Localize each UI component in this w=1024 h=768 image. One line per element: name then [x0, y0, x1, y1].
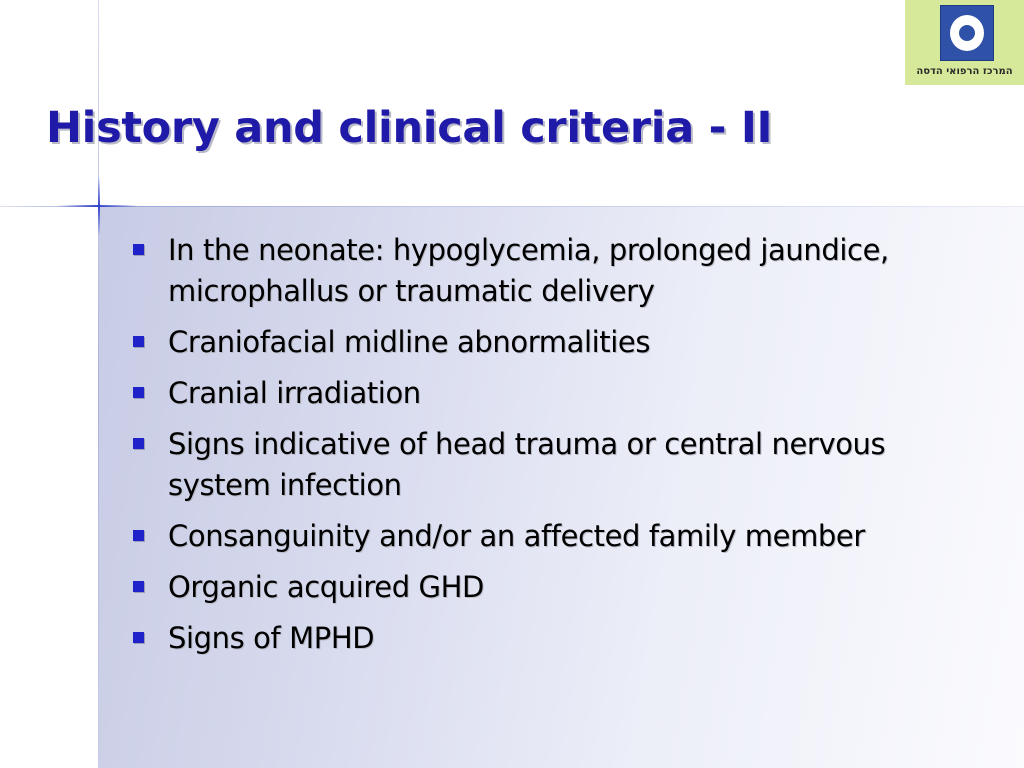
background-left — [0, 207, 98, 768]
bullet-list — [128, 230, 958, 669]
bullet-text: Organic acquired GHD — [168, 570, 484, 604]
bullet-text: Signs of MPHD — [168, 621, 375, 655]
emblem-circle — [950, 15, 984, 51]
bullet-item — [128, 322, 958, 363]
bullet-square-icon — [133, 438, 144, 449]
bullet-text: Signs indicative of head trauma or central nervous system infection — [168, 427, 886, 502]
bullet-square-icon — [133, 336, 144, 347]
bullet-square-icon — [133, 530, 144, 541]
bullet-text: Cranial irradiation — [168, 376, 421, 410]
bullet-item — [128, 567, 958, 608]
bullet-text: In the neonate: hypoglycemia, prolonged jaundice, microphallus or traumatic delivery — [168, 233, 889, 308]
logo-caption: המרכז הרפואי הדסה — [916, 66, 1013, 77]
hadassah-emblem-icon — [940, 5, 994, 61]
bullet-square-icon — [133, 632, 144, 643]
bullet-item — [128, 230, 958, 312]
bullet-square-icon — [133, 387, 144, 398]
bullet-square-icon — [133, 581, 144, 592]
bullet-item — [128, 516, 958, 557]
bullet-square-icon — [133, 244, 144, 255]
slide-title: History and clinical criteria - II — [46, 103, 773, 153]
bullet-text: Consanguinity and/or an affected family member — [168, 519, 865, 553]
emblem-center — [959, 25, 975, 41]
accent-cross-horizontal — [58, 205, 138, 207]
bullet-item — [128, 424, 958, 506]
bullet-text: Craniofacial midline abnormalities — [168, 325, 651, 359]
hospital-logo — [905, 0, 1024, 85]
horizontal-divider-line — [0, 206, 1024, 207]
bullet-item — [128, 373, 958, 414]
bullet-item — [128, 618, 958, 659]
